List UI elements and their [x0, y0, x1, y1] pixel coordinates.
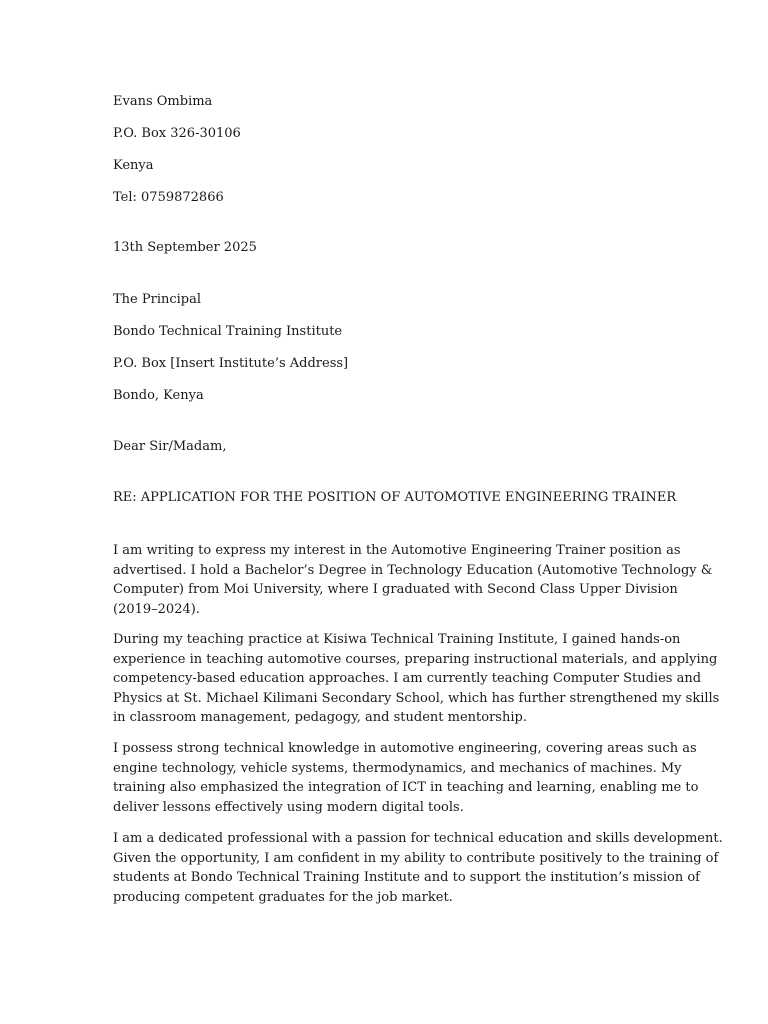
paragraph-line: students at Bondo Technical Training Institute and to support the institution’s mission of — [113, 870, 700, 885]
paragraph-line: I possess strong technical knowledge in automotive engineering, covering areas such as — [113, 741, 697, 756]
paragraph-line: engine technology, vehicle systems, thermodynamics, and mechanics of machines. My — [113, 760, 682, 776]
paragraph-line: producing competent graduates for the job market. — [113, 889, 453, 905]
sender-telephone: Tel: 0759872866 — [113, 190, 224, 205]
paragraph-line: Computer) from Moi University, where I graduated with Second Class Upper Division — [113, 582, 678, 597]
paragraph-line: I am writing to express my interest in the Automotive Engineering Trainer position as — [113, 543, 681, 558]
paragraph-line: Physics at St. Michael Kilimani Secondary School, which has further strengthened my skills — [113, 690, 720, 706]
paragraph-line: competency-based education approaches. I am currently teaching Computer Studies and — [113, 671, 702, 686]
letter-date: 13th September 2025 — [113, 240, 257, 255]
recipient-po-box: P.O. Box [Insert Institute’s Address] — [113, 356, 349, 371]
paragraph-line: in classroom management, pedagogy, and student mentorship. — [113, 710, 527, 725]
body-paragraph-experience — [113, 630, 720, 728]
body-paragraph-skills — [113, 739, 699, 817]
recipient-location: Bondo, Kenya — [113, 388, 204, 403]
salutation: Dear Sir/Madam, — [113, 439, 227, 454]
subject-line: RE: APPLICATION FOR THE POSITION OF AUTOMOTIVE ENGINEERING TRAINER — [113, 490, 677, 505]
recipient-institution: Bondo Technical Training Institute — [113, 324, 343, 339]
recipient-title: The Principal — [113, 292, 202, 307]
paragraph-line: (2019–2024). — [113, 601, 200, 617]
paragraph-line: experience in teaching automotive courses, preparing instructional materials, and applying — [113, 651, 718, 667]
paragraph-line: During my teaching practice at Kisiwa Technical Training Institute, I gained hands-on — [113, 632, 681, 647]
paragraph-line: I am a dedicated professional with a passion for technical education and skills development. — [113, 831, 723, 846]
paragraph-line: Given the opportunity, I am confident in my ability to contribute positively to the training of — [113, 850, 719, 866]
sender-country: Kenya — [113, 158, 154, 173]
sender-name: Evans Ombima — [113, 94, 213, 109]
paragraph-line: training also emphasized the integration of ICT in teaching and learning, enabling me to — [113, 780, 699, 795]
sender-po-box: P.O. Box 326-30106 — [113, 126, 241, 141]
paragraph-line: deliver lessons effectively using modern digital tools. — [113, 799, 464, 815]
body-paragraph-closing — [113, 829, 723, 907]
body-paragraph-intro — [113, 541, 713, 619]
paragraph-line: advertised. I hold a Bachelor’s Degree in Technology Education (Automotive Technology & — [113, 562, 713, 578]
